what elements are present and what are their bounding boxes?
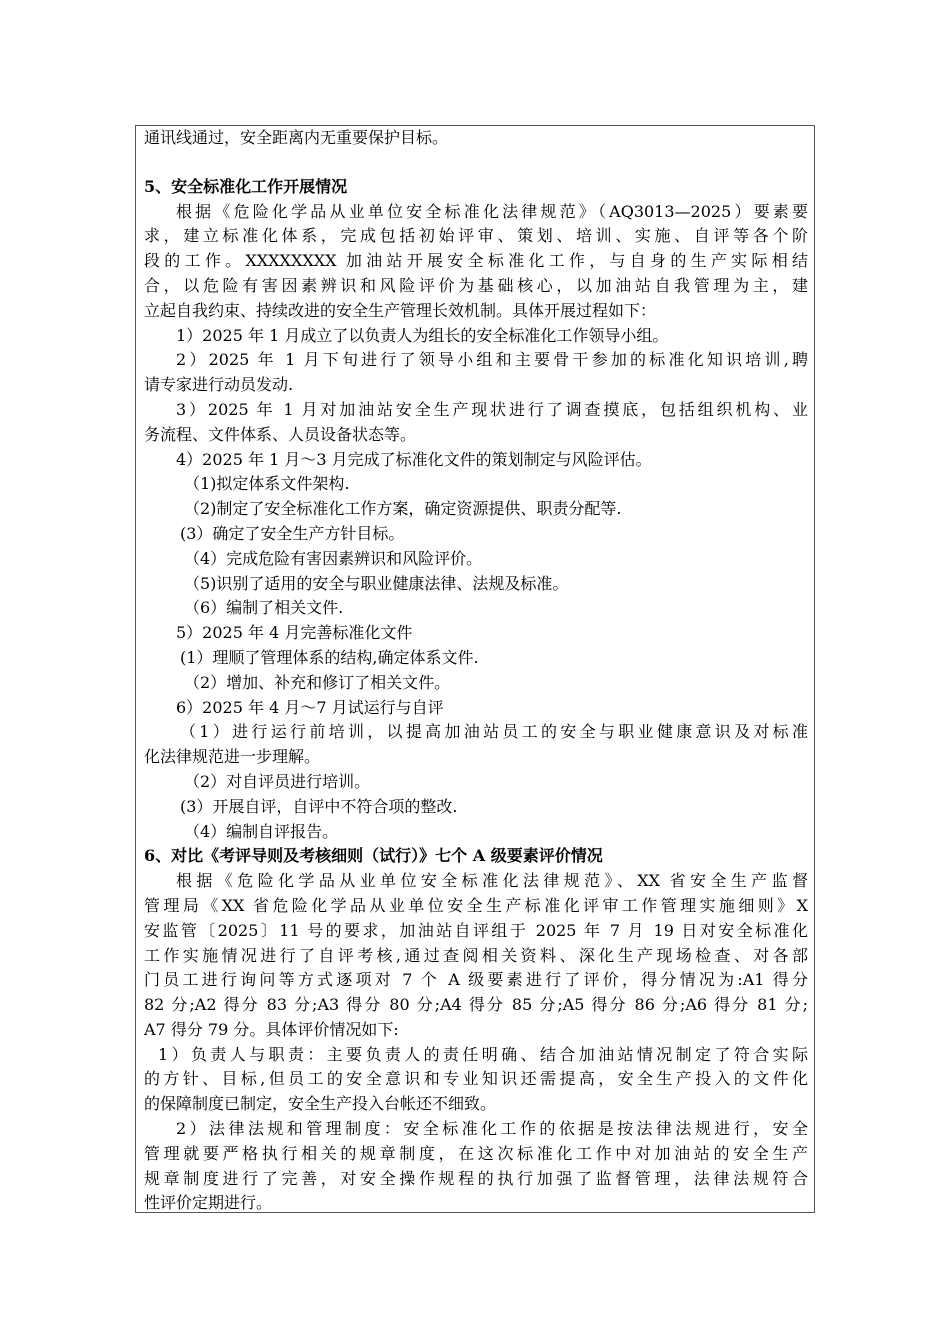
paragraph-line: （4）完成危险有害因素辨识和风险评价。: [184, 548, 483, 568]
paragraph-line: 的方针、目标,但员工的安全意识和专业知识还需提高，安全生产投入的文件化: [144, 1069, 808, 1089]
paragraph-line: （1）进行运行前培训，以提高加油站员工的安全与职业健康意识及对标准: [180, 722, 808, 742]
paragraph-line: 2）法律法规和管理制度：安全标准化工作的依据是按法律法规进行，安全: [176, 1119, 808, 1139]
paragraph-line: 门员工进行询问等方式逐项对 7 个 A 级要素进行了评价，得分情况为:A1 得分: [144, 970, 808, 990]
paragraph-line: 1）负责人与职责：主要负责人的责任明确、结合加油站情况制定了符合实际: [158, 1044, 808, 1064]
paragraph-line: 管理就要严格执行相关的规章制度，在这次标准化工作中对加油站的安全生产: [144, 1143, 808, 1163]
section-heading: 6、对比《考评导则及考核细则（试行）》七个 A 级要素评价情况: [144, 846, 603, 866]
paragraph-line: A7 得分 79 分。具体评价情况如下:: [144, 1019, 399, 1039]
blank-line: [144, 151, 808, 175]
paragraph-line: （2)制定了安全标准化工作方案，确定资源提供、职责分配等.: [184, 499, 622, 519]
paragraph-line: 根据《危险化学品从业单位安全标准化法律规范》（AQ3013—2025）要素要: [176, 201, 808, 221]
paragraph-line: 3）2025 年 1 月对加油站安全生产现状进行了调查摸底，包括组织机构、业: [176, 399, 808, 419]
paragraph-line: （6）编制了相关文件.: [184, 598, 344, 618]
paragraph-line: 82 分;A2 得分 83 分;A3 得分 80 分;A4 得分 85 分;A5 得分 86 分;A6 得分 81 分;: [144, 995, 808, 1015]
paragraph-line: 根据《危险化学品从业单位安全标准化法律规范》、XX 省安全生产监督: [176, 871, 808, 891]
paragraph-line: 工作实施情况进行了自评考核,通过查阅相关资料、深化生产现场检查、对各部: [144, 945, 808, 965]
paragraph-line: （5)识别了适用的安全与职业健康法律、法规及标准。: [184, 573, 569, 593]
paragraph-line: 的保障制度已制定，安全生产投入台帐还不细致。: [144, 1094, 497, 1114]
paragraph-line: 5）2025 年 4 月完善标准化文件: [176, 623, 413, 643]
paragraph-line: （1)拟定体系文件架构.: [184, 474, 350, 494]
paragraph-line: 段的工作。XXXXXXXX 加油站开展安全标准化工作，与自身的生产实际相结: [144, 251, 808, 271]
paragraph-line: 性评价定期进行。: [144, 1193, 273, 1213]
paragraph-line: 合，以危险有害因素辨识和风险评价为基础核心，以加油站自我管理为主，建: [144, 275, 808, 295]
paragraph-line: (3）确定了安全生产方针目标。: [180, 523, 405, 543]
paragraph-line: 1）2025 年 1 月成立了以负责人为组长的安全标准化工作领导小组。: [176, 325, 669, 345]
paragraph-line: （4）编制自评报告。: [184, 821, 339, 841]
section-heading: 5、安全标准化工作开展情况: [144, 176, 348, 196]
paragraph-line: 6）2025 年 4 月～7 月试运行与自评: [176, 697, 444, 717]
paragraph-line: 2）2025 年 1 月下旬进行了领导小组和主要骨干参加的标准化知识培训,聘: [176, 350, 808, 370]
paragraph-line: 务流程、文件体系、人员设备状态等。: [144, 424, 417, 444]
paragraph-line: (1）理顺了管理体系的结构,确定体系文件.: [180, 647, 479, 667]
paragraph-line: 求，建立标准化体系，完成包括初始评审、策划、培训、实施、自评等各个阶: [144, 226, 808, 246]
paragraph-line: (3）开展自评，自评中不符合项的整改.: [180, 796, 458, 816]
paragraph-line: 管理局《XX 省危险化学品从业单位安全生产标准化评审工作管理实施细则》X: [144, 895, 808, 915]
paragraph-line: 请专家进行动员发动.: [144, 375, 294, 395]
paragraph-line: 规章制度进行了完善，对安全操作规程的执行加强了监督管理，法律法规符合: [144, 1168, 808, 1188]
paragraph-line: 4）2025 年 1 月～3 月完成了标准化文件的策划制定与风险评估。: [176, 449, 652, 469]
paragraph-line: 安监管〔2025〕11 号的要求，加油站自评组于 2025 年 7 月 19 日对安全标准化: [144, 920, 808, 940]
paragraph-line: （2）增加、补充和修订了相关文件。: [184, 672, 451, 692]
paragraph-line: （2）对自评员进行培训。: [184, 771, 371, 791]
paragraph-line: 立起自我约束、持续改进的安全生产管理长效机制。具体开展过程如下：: [144, 300, 657, 320]
document-body: [144, 126, 808, 1216]
paragraph-line: 通讯线通过，安全距离内无重要保护目标。: [144, 128, 449, 147]
paragraph-line: 化法律规范进一步理解。: [144, 747, 321, 767]
